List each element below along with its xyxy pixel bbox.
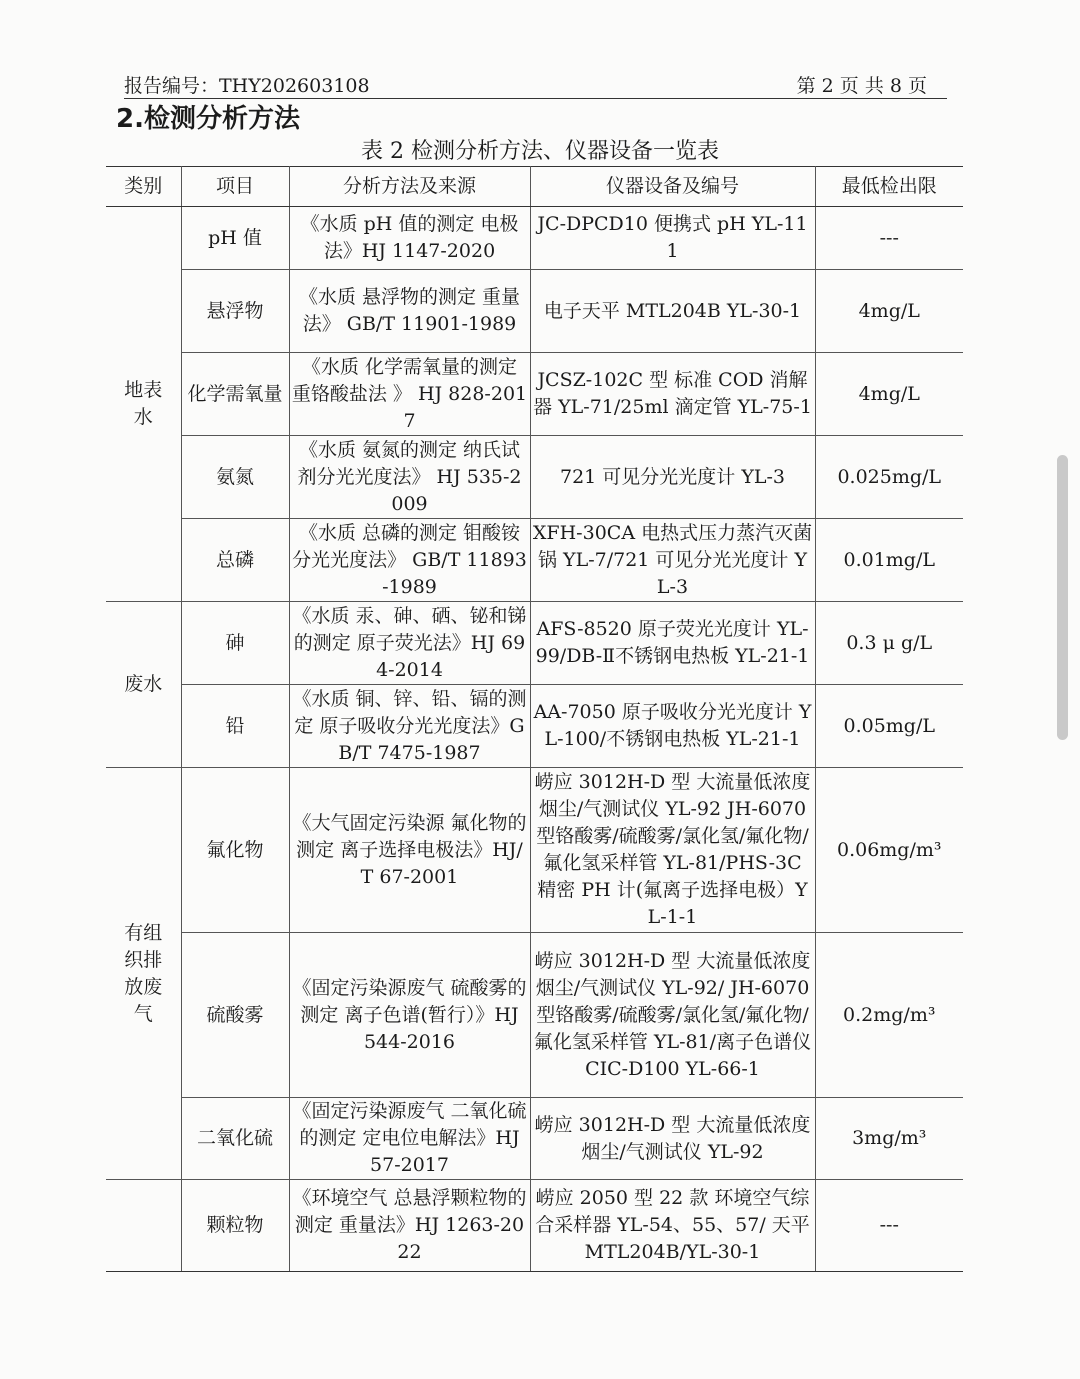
method-cell: 《水质 化学需氧量的测定 重铬酸盐法 》 HJ 828-2017 xyxy=(289,353,530,436)
limit-cell: --- xyxy=(815,1180,963,1272)
column-header: 仪器设备及编号 xyxy=(530,167,815,207)
limit-cell: 3mg/m³ xyxy=(815,1098,963,1180)
equipment-cell: 721 可见分光光度计 YL-3 xyxy=(530,436,815,519)
column-header: 最低检出限 xyxy=(815,167,963,207)
method-cell: 《水质 汞、砷、硒、铋和锑的测定 原子荧光法》HJ 694-2014 xyxy=(289,602,530,685)
method-cell: 《水质 pH 值的测定 电极法》HJ 1147-2020 xyxy=(289,207,530,270)
table-row xyxy=(106,270,963,353)
table-row xyxy=(106,1180,963,1272)
category-cell: 废水 xyxy=(106,602,181,768)
limit-cell: 0.3 μ g/L xyxy=(815,602,963,685)
item-cell: 化学需氧量 xyxy=(181,353,289,436)
vertical-scrollbar[interactable] xyxy=(1057,455,1068,740)
method-cell: 《水质 氨氮的测定 纳氏试剂分光光度法》 HJ 535-2009 xyxy=(289,436,530,519)
equipment-cell: 电子天平 MTL204B YL-30-1 xyxy=(530,270,815,353)
item-cell: 总磷 xyxy=(181,519,289,602)
table-row xyxy=(106,353,963,436)
table-row xyxy=(106,602,963,685)
equipment-cell: AFS-8520 原子荧光光度计 YL-99/DB-Ⅱ不锈钢电热板 YL-21-1 xyxy=(530,602,815,685)
item-cell: pH 值 xyxy=(181,207,289,270)
method-cell: 《水质 悬浮物的测定 重量法》 GB/T 11901-1989 xyxy=(289,270,530,353)
method-cell: 《大气固定污染源 氟化物的测定 离子选择电极法》HJ/T 67-2001 xyxy=(289,768,530,933)
column-header: 分析方法及来源 xyxy=(289,167,530,207)
limit-cell: 0.06mg/m³ xyxy=(815,768,963,933)
page-info: 第 2 页 共 8 页 xyxy=(796,75,927,97)
table-row xyxy=(106,685,963,768)
table-row xyxy=(106,519,963,602)
column-header: 项目 xyxy=(181,167,289,207)
limit-cell: 0.025mg/L xyxy=(815,436,963,519)
section-title: 2.检测分析方法 xyxy=(116,104,300,134)
method-cell: 《环境空气 总悬浮颗粒物的测定 重量法》HJ 1263-2022 xyxy=(289,1180,530,1272)
equipment-cell: AA-7050 原子吸收分光光度计 YL-100/不锈钢电热板 YL-21-1 xyxy=(530,685,815,768)
limit-cell: 0.01mg/L xyxy=(815,519,963,602)
item-cell: 悬浮物 xyxy=(181,270,289,353)
item-cell: 氟化物 xyxy=(181,768,289,933)
method-cell: 《水质 总磷的测定 钼酸铵分光光度法》 GB/T 11893-1989 xyxy=(289,519,530,602)
table-row xyxy=(106,436,963,519)
column-header: 类别 xyxy=(106,167,181,207)
methods-table xyxy=(106,166,963,1272)
item-cell: 砷 xyxy=(181,602,289,685)
table-row xyxy=(106,768,963,933)
item-cell: 二氧化硫 xyxy=(181,1098,289,1180)
equipment-cell: 崂应 2050 型 22 款 环境空气综合采样器 YL-54、55、57/ 天平 MTL204B/YL-30-1 xyxy=(530,1180,815,1272)
limit-cell: 4mg/L xyxy=(815,270,963,353)
equipment-cell: 崂应 3012H-D 型 大流量低浓度烟尘/气测试仪 YL-92/ JH-6070 型铬酸雾/硫酸雾/氯化氢/氟化物/氟化氢采样管 YL-81/离子色谱仪 CIC-D100 YL-66-1 xyxy=(530,933,815,1098)
method-cell: 《水质 铜、锌、铅、镉的测定 原子吸收分光光度法》GB/T 7475-1987 xyxy=(289,685,530,768)
limit-cell: --- xyxy=(815,207,963,270)
equipment-cell: JC-DPCD10 便携式 pH YL-111 xyxy=(530,207,815,270)
report-number: 报告编号：THY202603108 xyxy=(124,75,370,97)
equipment-cell: 崂应 3012H-D 型 大流量低浓度烟尘/气测试仪 YL-92 xyxy=(530,1098,815,1180)
equipment-cell: JCSZ-102C 型 标准 COD 消解器 YL-71/25ml 滴定管 YL-75-1 xyxy=(530,353,815,436)
item-cell: 硫酸雾 xyxy=(181,933,289,1098)
method-cell: 《固定污染源废气 硫酸雾的测定 离子色谱(暂行）》HJ 544-2016 xyxy=(289,933,530,1098)
category-cell xyxy=(106,1180,181,1272)
table-row xyxy=(106,207,963,270)
limit-cell: 0.2mg/m³ xyxy=(815,933,963,1098)
limit-cell: 4mg/L xyxy=(815,353,963,436)
table-row xyxy=(106,933,963,1098)
table-caption: 表 2 检测分析方法、仪器设备一览表 xyxy=(361,139,719,164)
method-cell: 《固定污染源废气 二氧化硫的测定 定电位电解法》HJ 57-2017 xyxy=(289,1098,530,1180)
equipment-cell: 崂应 3012H-D 型 大流量低浓度烟尘/气测试仪 YL-92 JH-6070 型铬酸雾/硫酸雾/氯化氢/氟化物/氟化氢采样管 YL-81/PHS-3C 精密 PH 计(氟离子选择电极）YL-1-1 xyxy=(530,768,815,933)
equipment-cell: XFH-30CA 电热式压力蒸汽灭菌锅 YL-7/721 可见分光光度计 YL-3 xyxy=(530,519,815,602)
report-header xyxy=(124,68,947,99)
item-cell: 铅 xyxy=(181,685,289,768)
category-cell: 有组织排放废气 xyxy=(106,768,181,1180)
table-header-row xyxy=(106,167,963,207)
limit-cell: 0.05mg/L xyxy=(815,685,963,768)
table-row xyxy=(106,1098,963,1180)
item-cell: 氨氮 xyxy=(181,436,289,519)
category-cell: 地表水 xyxy=(106,207,181,602)
item-cell: 颗粒物 xyxy=(181,1180,289,1272)
